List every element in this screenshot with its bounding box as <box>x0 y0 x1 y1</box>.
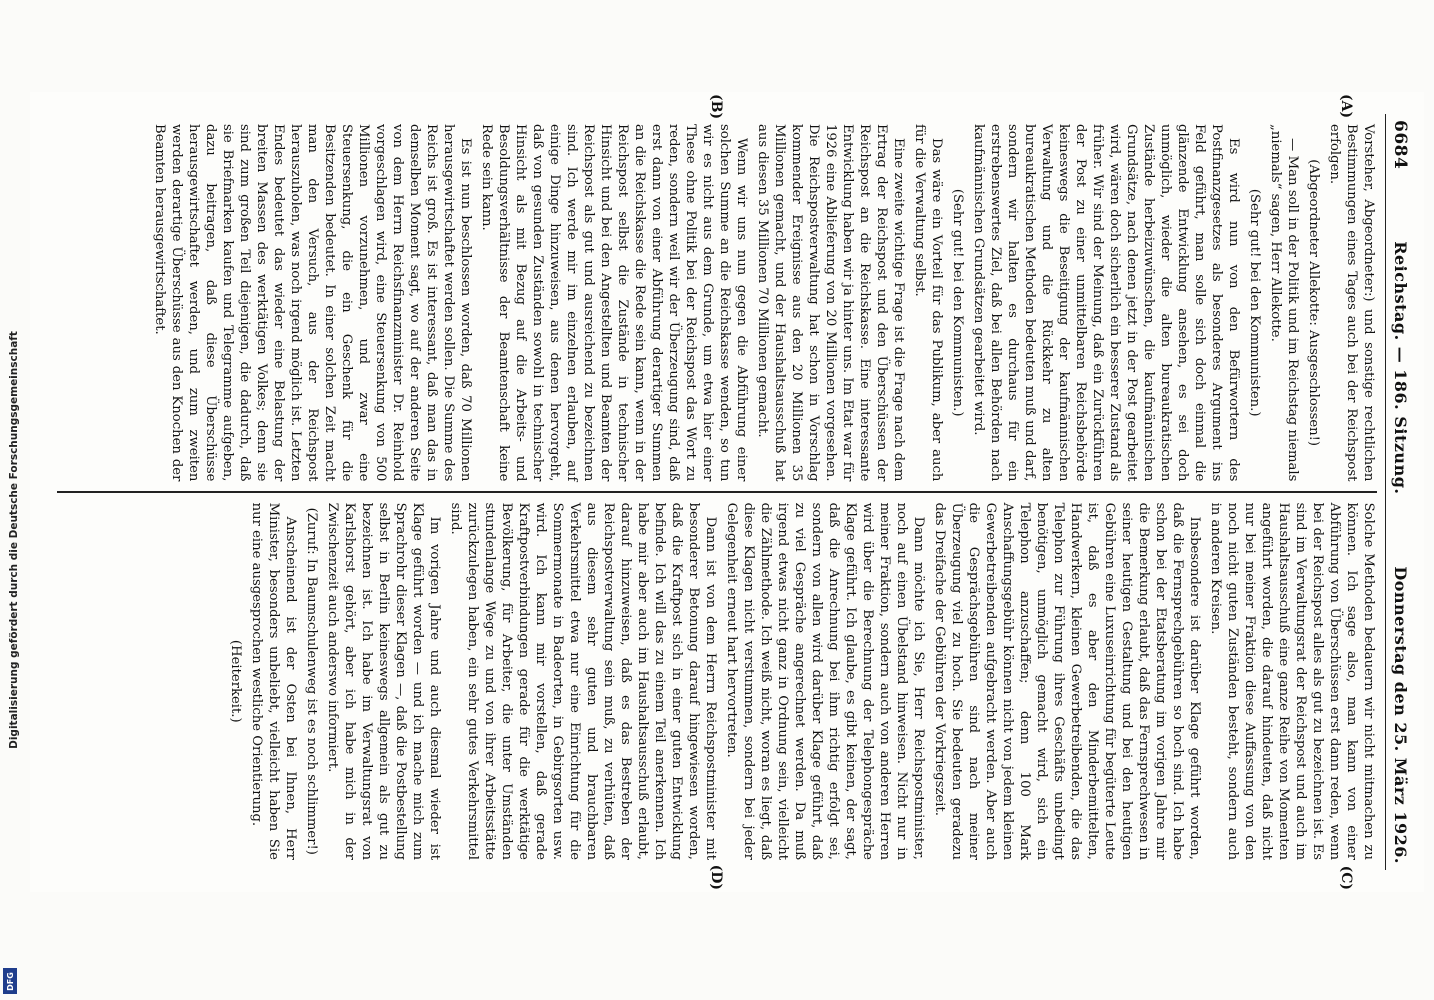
digitization-credit <box>2 40 26 1000</box>
paragraph: Es ist nun beschlossen worden, daß 70 Millionen herausgewirtschaftet werden sollen. Die Summe des Reichs ist groß. Es ist interessant, daß man das in demselben Moment sagt, wo auf der anderen Seite von dem Herrn Reichsfinanzminister Dr. Reinhold vorgeschlagen wird, eine Steuersenkung von 500 Millionen vorzunehmen, und zwar eine Steuersenkung, die ein Geschenk für die Besitzenden bedeutet. In einer solchen Zeit macht man den Versuch, aus der Reichspost herauszuholen, was noch irgend möglich ist. Letzten Endes bedeutet das wieder eine Belastung der breiten Massen des werktätigen Volkes; denn sie sind zum großen Teil diejenigen, die dadurch, daß sie Briefmarken kaufen und Telegramme aufgeben, dazu beitragen, daß diese Überschüsse herausgewirtschaftet werden, und zum zweiten werden derartige Überschüsse aus den Knochen der Beamten herausgewirtschaftet. <box>152 124 473 482</box>
paragraph: Dann möchte ich Sie, Herr Reichspostminister, noch auf einen Übelstand hinweisen. Nicht nur in meiner Fraktion, sondern auch von anderen Herren wird über die Berechnung der Telephongespräche Klage geführt. Ich glaube, es gibt keinen, der sagt, daß die Anrechnung bei ihm richtig erfolgt sei, sondern von allen wird darüber Klage geführt, daß zu viel Gespräche angerechnet werden. Da muß irgend etwas nicht ganz in Ordnung sein, vielleicht die Zählmethode. Ich weiß nicht, woran es liegt, daß diese Klagen nicht verstummen, sondern bei jeder Gelegenheit erneut hart hervortreten. <box>724 502 926 860</box>
text-columns <box>57 114 1377 870</box>
interjection: (Sehr gut! bei den Kommunisten.) <box>1247 188 1262 417</box>
interjection: (Heiterkeit.) <box>228 639 243 723</box>
session-date: Donnerstag den 25. März 1926. <box>1391 566 1410 864</box>
margin-mark-c: (C) <box>1338 865 1354 890</box>
rotated-page-content <box>30 92 1424 892</box>
paragraph: Dann ist von dem Herrn Reichspostminister mit besonderer Betonung darauf hingewiesen worden, daß die Kraftpost sich in einer guten Entwicklung befinde. Ich will das zu einem Teil anerkennen. Ich habe mir aber auch im Haushaltsausschuß erlaubt, darauf hinzuweisen, daß es das Bestreben der Reichspostverwaltung sein muß, zu verhüten, daß aus diesem sehr guten und brauchbaren Verkehrsmittel etwa nur eine Einrichtung für die Sommermonate in Badeorten, in Gebirgsorten usw. wird. Ich kann mir vorstellen, daß gerade Kraftpostverbindungen gerade für die werktätige Bevölkerung, für Arbeiter, die unter Umständen stundenlange Wege zu und von ihrer Arbeitsstätte zurückzulegen haben, ein sehr gutes Verkehrsmittel sind. <box>448 502 718 860</box>
paragraph: — Man soll in der Politik und im Reichstag niemals „niemals“ sagen, Herr Allekotte. <box>1268 124 1300 482</box>
paragraph: Das wäre ein Vorteil für das Publikum, aber auch für die Verwaltung selbst. <box>912 124 944 482</box>
margin-mark-a: (A) <box>1338 94 1354 119</box>
interjection: (Zuruf: In Baumschulenweg ist es noch schlimmer!) <box>304 507 319 855</box>
paragraph: Solche Methoden bedauern wir nicht mitmachen zu können. Ich sage also, man kann von einer Abführung von Überschüssen erst dann reden, wenn bei der Reichspost alles als gut zu bezeichnen ist. Es sind im Verwaltungsrat der Reichspost und auch im Haushaltsausschuß eine ganze Reihe von Momenten angeführt worden, die darauf hindeuten, daß nicht nur bei meiner Fraktion diese Auffassung von den noch nicht guten Zuständen besteht, sondern auch in anderen Kreisen. <box>1208 502 1376 860</box>
page-number: 6684 <box>1390 120 1410 170</box>
credit-text: Digitalisierung gefördert durch die Deutsche Forschungsgemeinschaft <box>8 331 20 749</box>
dfg-logo <box>3 968 17 994</box>
page-header <box>1385 114 1410 870</box>
left-column <box>57 114 1377 491</box>
paragraph: Eine zweite wichtige Frage ist die Frage nach dem Ertrag der Reichspost und den Überschüssen der Reichspost an die Reichskasse. Eine interessante Entwicklung haben wir ja hinter uns. Im Etat war für 1926 eine Ablieferung von 20 Millionen vorgesehen. Die Reichspostverwaltung hat schon in Vorschlag kommender Ereignisse aus den 20 Millionen 35 Millionen gemacht, und der Haushaltsausschuß hat aus diesen 35 Millionen 70 Millionen gemacht. <box>755 124 906 482</box>
margin-mark-b: (B) <box>708 94 724 120</box>
paragraph: Vorsteher, Abgeordneter:) und sonstige rechtlichen Bestimmungen eines Tages auch bei der Reichspost erfolgen. <box>1327 124 1376 482</box>
document-sheet <box>30 92 1424 892</box>
margin-mark-d: (D) <box>708 864 724 890</box>
interjection: (Abgeordneter Allekotte: Ausgeschlossen!) <box>1306 159 1321 447</box>
session-title: Reichstag. — 186. Sitzung. <box>1391 241 1410 495</box>
paragraph: Es wird nun von den Befürwortern des Postfinanzgesetzes als besonderes Argument ins Feld geführt, man solle sich doch einmal die glänzende Entwicklung ansehen, es sei doch unmöglich, wieder die alten bureaukratischen Zustände herbeizuwünschen, die kaufmännischen Grundsätze, nach denen jetzt in der Post gearbeitet wird, wären doch sicherlich ein besserer Zustand als früher. Wir sind der Meinung, daß ein Zurückführen der Post zu einer unmittelbaren Reichsbehörde keineswegs die Beseitigung der kaufmännischen Verwaltung und die Rückkehr zu alten bureaukratischen Methoden bedeuten muß und darf, sondern wir halten es durchaus für ein erstrebenswertes Ziel, daß bei allen Behörden nach kaufmännischen Grundsätzen gearbeitet wird. <box>971 124 1241 482</box>
paragraph: Insbesondere ist darüber Klage geführt worden, daß die Fernsprechgebühren so hoch sind. Ich habe schon bei der Etatsberatung im vorigen Jahre mir die Bemerkung erlaubt, daß das Fernsprechwesen in seiner heutigen Gestaltung und bei den heutigen Gebühren eine Luxuseinrichtung für begüterte Leute ist, daß es aber den Minderbemittelten, Handwerkern, kleinen Gewerbetreibenden, die das Telephon zur Führung ihres Geschäfts unbedingt benötigen, unmöglich gemacht wird, sich ein Telephon anzuschaffen; denn 100 Mark Anschaffungsgebühr können nicht von jedem kleinen Gewerbetreibenden aufgebracht werden. Aber auch die Gesprächsgebühren sind nach meiner Überzeugung viel zu hoch. Sie bedeuten geradezu das Dreifache der Gebühren der Vorkriegszeit. <box>932 502 1202 860</box>
paragraph: Wenn wir uns nun gegen die Abführung einer solchen Summe an die Reichskasse wenden, so tun wir es nicht aus dem Grunde, um etwa hier einer These ohne Politik bei der Reichspost das Wort zu reden, sondern weil wir der Überzeugung sind, daß erst dann von einer Abführung derartiger Summen an die Reichskasse die Rede sein kann, wenn in der Reichspost selbst die Zustände in technischer Hinsicht und bei den Angestellten und Beamten der Reichspost als gut und ausreichend zu bezeichnen sind. Ich werde mir im einzelnen erlauben, auf einige Dinge hinzuweisen, aus denen hervorgeht, daß von gesunden Zuständen sowohl in technischer Hinsicht als mit Bezug auf die Arbeits- und Besoldungsverhältnisse der Beamtenschaft keine Rede sein kann. <box>479 124 749 482</box>
interjection: (Sehr gut! bei den Kommunisten.) <box>950 188 965 417</box>
paragraph: Im vorigen Jahre und auch diesmal wieder ist Klage geführt worden — und ich mache mich zum Sprachrohr dieser Klagen —, daß die Postbestellung selbst in Berlin keineswegs allgemein als gut zu bezeichnen ist. Ich habe im Verwaltungsrat von Karlshorst gehört, aber ich habe mich in der Zwischenzeit auch anderswo informiert. <box>325 502 442 860</box>
right-column <box>57 493 1377 870</box>
paragraph: Anscheinend ist der Osten bei Ihnen, Herr Minister, besonders unbeliebt, vielleicht haben Sie nur eine ausgesprochen westliche Orientierung. <box>249 502 298 860</box>
dfg-logo-text: DFG <box>5 971 15 991</box>
